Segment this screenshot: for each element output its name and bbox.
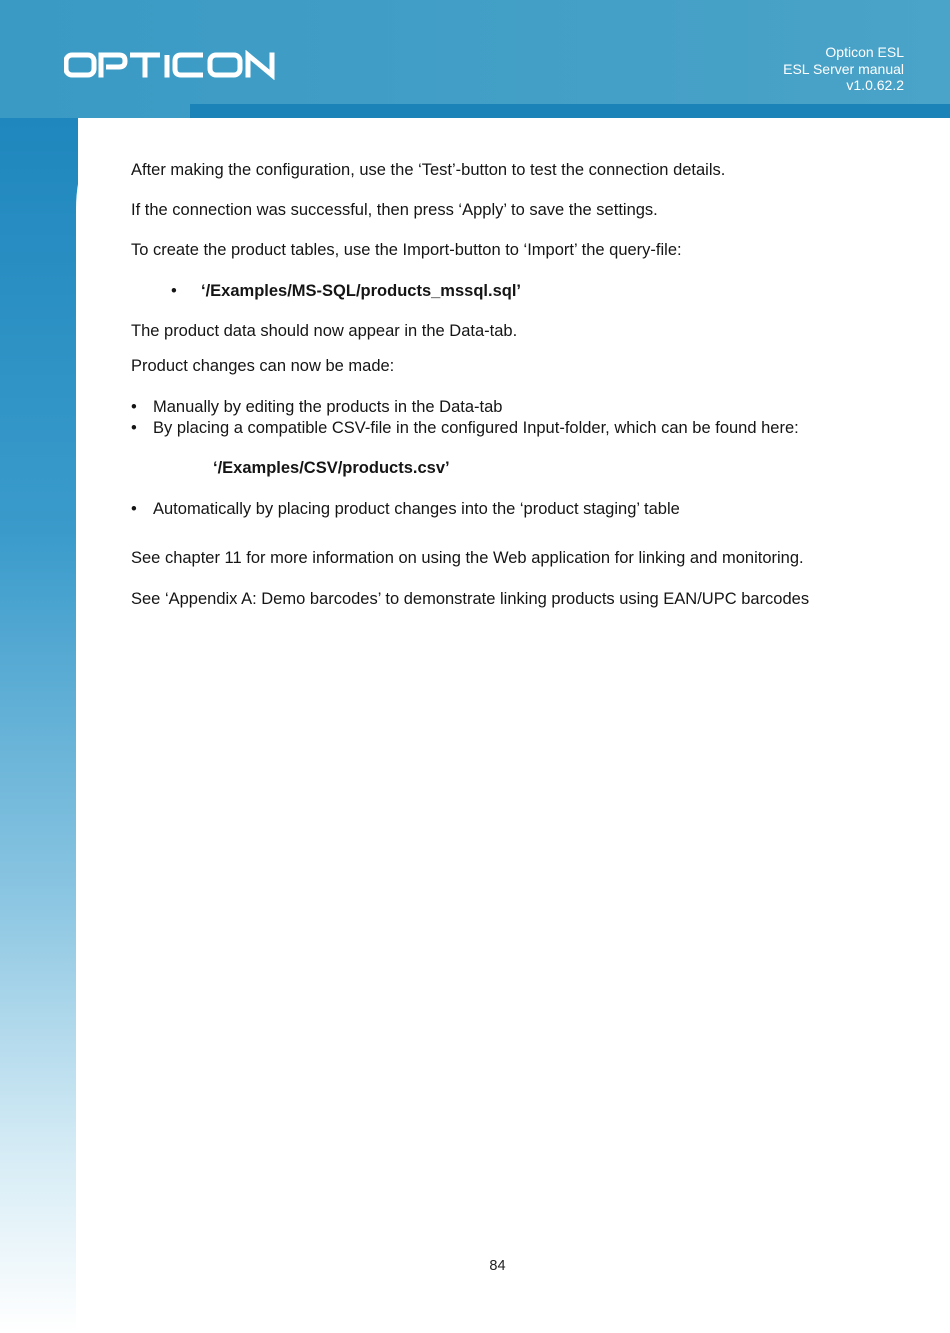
- list-item: [131, 397, 502, 417]
- manual-title: ESL Server manual: [783, 60, 904, 77]
- changes-intro-paragraph: Product changes can now be made:: [131, 357, 395, 375]
- data-tab-paragraph: The product data should now appear in the Data-tab.: [131, 322, 518, 340]
- import-intro-paragraph: To create the product tables, use the Import-button to ‘Import’ the query-file:: [131, 241, 682, 259]
- import-file-item: [171, 281, 521, 301]
- chapter-reference-paragraph: See chapter 11 for more information on using the Web application for linking and monitoring.: [131, 549, 804, 567]
- document-header-info: [783, 44, 904, 94]
- opticon-logo: [64, 50, 299, 80]
- import-file-path: ‘/Examples/MS-SQL/products_mssql.sql’: [201, 282, 522, 300]
- version-label: v1.0.62.2: [846, 77, 904, 93]
- list-item-text: By placing a compatible CSV-file in the configured Input-folder, which can be found here:: [153, 419, 799, 437]
- apply-settings-paragraph: If the connection was successful, then press ‘Apply’ to save the settings.: [131, 201, 658, 219]
- bullet-icon: •: [131, 398, 137, 416]
- page-number: 84: [489, 1258, 506, 1274]
- bullet-icon: •: [171, 282, 177, 300]
- bullet-icon: •: [131, 500, 137, 518]
- test-button-paragraph: After making the configuration, use the ‘Test’-button to test the connection details.: [131, 161, 726, 179]
- list-item: [131, 418, 799, 438]
- csv-path: ‘/Examples/CSV/products.csv’: [213, 459, 450, 477]
- opticon-logo-wordmark: [64, 50, 299, 80]
- appendix-reference-paragraph: See ‘Appendix A: Demo barcodes’ to demonstrate linking products using EAN/UPC barcodes: [131, 590, 810, 608]
- svg-text:OPTICON: OPTICON: [64, 50, 69, 51]
- list-item-text: Manually by editing the products in the Data-tab: [153, 398, 503, 416]
- list-item-text: Automatically by placing product changes into the ‘product staging’ table: [153, 500, 680, 518]
- list-item: [131, 499, 680, 519]
- bullet-icon: •: [131, 419, 137, 437]
- product-name: Opticon ESL: [825, 44, 904, 60]
